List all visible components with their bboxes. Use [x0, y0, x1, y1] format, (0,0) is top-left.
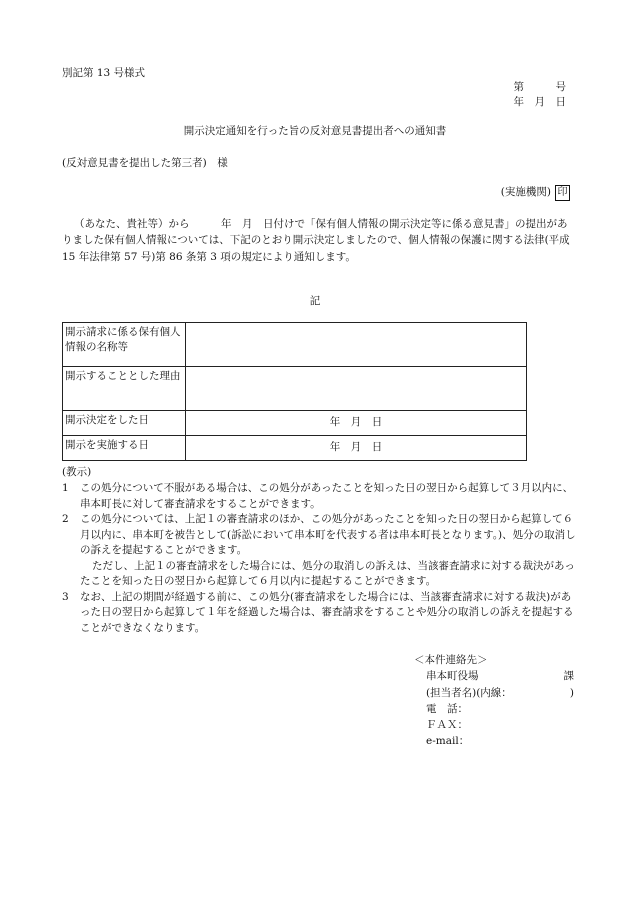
instruction-item — [62, 590, 578, 637]
contact-fax: ＦＡＸ： — [426, 719, 468, 732]
sender-block — [501, 185, 570, 201]
document-number-block — [514, 80, 567, 110]
contact-email: e-mail： — [426, 735, 470, 748]
instructions-list — [62, 481, 578, 636]
contact-person: (担当者名)(内線： — [426, 686, 512, 699]
table-value: 年 月 日 — [186, 436, 527, 461]
contact-office: 串本町役場 — [426, 670, 479, 683]
table-label: 開示決定をした日 — [63, 411, 186, 436]
contact-block — [414, 652, 574, 750]
form-number: 別記第 13 号様式 — [62, 67, 146, 79]
table-value: 年 月 日 — [186, 411, 527, 436]
table-row — [63, 323, 527, 367]
table-value — [186, 367, 527, 411]
sender-label: (実施機関) — [500, 186, 551, 198]
document-title: 開示決定通知を行った旨の反対意見書提出者への通知書 — [183, 125, 447, 137]
contact-heading: ＜本件連絡先＞ — [414, 654, 488, 666]
instruction-number: 3 — [62, 590, 69, 603]
decision-table — [62, 322, 527, 461]
instruction-item — [62, 512, 578, 590]
instruction-number: 2 — [62, 513, 69, 526]
instruction-text: この処分について不服がある場合は、この処分があったことを知った日の翌日から起算して３月以内に、串本町長に対して審査請求をすることができます。 — [80, 482, 574, 510]
table-value — [186, 323, 527, 367]
instruction-number: 1 — [62, 482, 69, 494]
contact-phone: 電 話： — [426, 702, 468, 715]
instruction-subtext: ただし、上記１の審査請求をした場合には、処分の取消しの訴えは、当該審査請求に対する裁決があったことを知った日の翌日から起算して６月以内に提起することができます。 — [80, 559, 575, 588]
table-label: 開示請求に係る保有個人情報の名称等 — [63, 323, 186, 367]
table-row — [63, 436, 527, 461]
contact-office-suffix: 課 — [563, 670, 574, 683]
notice-body: （あなた、貴社等）から 年 月 日付けで「保有個人情報の開示決定等に係る意見書」の提出がありました保有個人情報については、下記のとおり開示決定しましたので、個人情報の保護に関する法律(平成 15 年法律第 57 号)第 86 条第 3 項の規定により通知します。 — [62, 218, 570, 263]
instruction-text: この処分については、上記１の審査請求のほか、この処分があったことを知った日の翌日から起算して６月以内に、串本町を被告として(訴訟において串本町を代表する者は串本町長となります。)、処分の取消しの訴えを提起することができます。 — [80, 513, 576, 557]
table-label: 開示することとした理由 — [63, 367, 186, 411]
contact-person-suffix: ) — [569, 686, 574, 699]
document-number: 第 号 — [513, 81, 566, 93]
table-label: 開示を実施する日 — [63, 436, 186, 461]
instructions-heading: (教示) — [62, 466, 92, 478]
document-date: 年 月 日 — [513, 96, 566, 108]
seal-mark: 印 — [555, 185, 570, 201]
instruction-text: なお、上記の期間が経過する前に、この処分(審査請求をした場合には、当該審査請求に対する裁決)があった日の翌日から起算して１年を経過した場合は、審査請求をすることや処分の取消しの訴えを提起することができなくなります。 — [80, 590, 574, 634]
ki-heading: 記 — [309, 295, 321, 307]
table-row — [63, 411, 527, 436]
instruction-item — [62, 481, 578, 512]
addressee: (反対意見書を提出した第三者) 様 — [62, 157, 228, 169]
table-row — [63, 367, 527, 411]
